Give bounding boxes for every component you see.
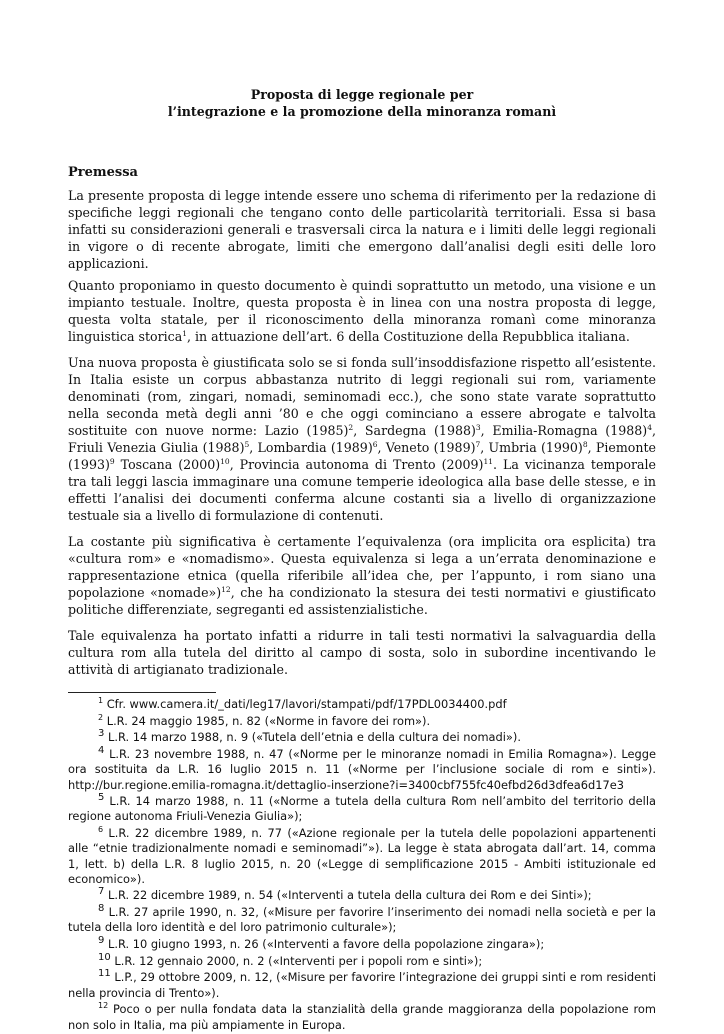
paragraph-3-text: , Piemonte (1993): [68, 440, 656, 472]
footnote-number: 8: [98, 903, 105, 915]
footnote-ref-11[interactable]: 11: [483, 456, 494, 466]
document-title-line-1: Proposta di legge regionale per: [250, 87, 474, 102]
footnote-number: 9: [98, 935, 105, 947]
paragraph-1: La presente proposta di legge intende essere uno schema di riferimento per la redazione di specifiche leggi regionali che tengano conto delle particolarità territoriali. Essa si basa infatti su considerazioni generali e trasversali circa la natura e i limiti delle leggi regionali in vigore o di recente abrogate, limiti che emergono dall’analisi degli esiti delle loro applicazioni.: [68, 188, 656, 271]
footnote-3: [68, 730, 656, 745]
section-heading: Premessa: [68, 165, 138, 180]
paragraph-3-text: , Friuli Venezia Giulia (1988): [68, 423, 656, 455]
footnote-4: [68, 747, 656, 793]
footnote-ref-6[interactable]: 6: [372, 439, 378, 449]
footnotes: [68, 697, 656, 1033]
footnote-ref-3[interactable]: 3: [475, 422, 481, 432]
footnote-text: L.R. 14 marzo 1988, n. 11 («Norme a tutela della cultura Rom nell’ambito del territorio della regione autonoma Friuli-Venezia Giulia»);: [68, 794, 656, 824]
paragraph-2-text-a: Quanto proponiamo in questo documento è quindi soprattutto un metodo, una visione e un impianto testuale. Inoltre, questa proposta è in linea con una nostra proposta di legge, questa volta statale, per il riconoscimento della minoranza romanì come minoranza linguistica storica: [68, 278, 656, 344]
footnote-11: [68, 970, 656, 1000]
footnote-number: 3: [98, 728, 105, 740]
paragraph-3: [68, 354, 656, 524]
footnote-ref-9[interactable]: 9: [109, 456, 115, 466]
footnote-text: L.R. 14 marzo 1988, n. 9 («Tutela dell’etnia e della cultura dei nomadi»).: [108, 730, 521, 745]
paragraph-3-text: . La vicinanza temporale tra tali leggi lascia immaginare una comune temperie ideologica alla base delle stesse, e in effetti l’analisi dei documenti conferma alcune costanti sia a livello di organizzazione testuale sia a livello di formulazione di contenuti.: [68, 457, 657, 523]
paragraph-2-text-b: , in attuazione dell’art. 6 della Costituzione della Repubblica italiana.: [186, 329, 630, 344]
footnote-ref-7[interactable]: 7: [475, 439, 481, 449]
footnote-ref-8[interactable]: 8: [582, 439, 588, 449]
footnote-number: 12: [98, 1001, 109, 1011]
paragraph-3-text: , Umbria (1990): [480, 440, 583, 455]
paragraph-3-text: Toscana (2000): [114, 457, 221, 472]
footnote-ref-5[interactable]: 5: [244, 439, 250, 449]
paragraph-3-text: Una nuova proposta è giustificata solo se si fonda sull’insoddisfazione rispetto all’esistente. In Italia esiste un corpus abbastanza nutrito di leggi regionali sui rom, variamente denominati (rom, zingari, nomadi, seminomadi ecc.), che sono state varate soprattutto nella seconda metà degli anni ’80 e che oggi cominciano a essere abrogate e talvolta sostituite con nuove norme: Lazio (1985): [68, 355, 656, 438]
footnote-number: 11: [98, 968, 111, 980]
footnote-text: Poco o per nulla fondata data la stanzialità della grande maggioranza della popolazione rom non solo in Italia, ma più ampiamente in Europa.: [68, 1002, 656, 1032]
footnote-number: 2: [98, 712, 104, 722]
paragraph-5: Tale equivalenza ha portato infatti a ridurre in tali testi normativi la salvaguardia della cultura rom alla tutela del diritto al campo di sosta, solo in subordine incentivando le attività di artigianato tradizionale.: [68, 628, 656, 677]
footnote-number: 5: [98, 792, 105, 804]
footnote-separator: [68, 692, 216, 693]
footnote-number: 1: [98, 696, 104, 706]
footnote-text: L.P., 29 ottobre 2009, n. 12, («Misure per favorire l’integrazione dei gruppi sinti e rom residenti nella provincia di Trento»).: [68, 970, 656, 1000]
paragraph-3-text: , Sardegna (1988): [353, 423, 476, 438]
footnote-1: [68, 697, 656, 712]
paragraph-3-text: , Provincia autonoma di Trento (2009): [229, 457, 484, 472]
footnote-12: [68, 1002, 656, 1032]
footnote-ref-10[interactable]: 10: [220, 456, 230, 466]
paragraph-3-text: , Emilia-Romagna (1988): [480, 423, 648, 438]
paragraph-3-text: , Veneto (1989): [377, 440, 476, 455]
footnote-8: [68, 905, 656, 935]
footnote-text: L.R. 10 giugno 1993, n. 26 («Interventi a favore della popolazione zingara»);: [108, 937, 545, 952]
footnote-number: 7: [98, 886, 105, 898]
footnote-10: [68, 951, 656, 969]
footnote-number: 6: [98, 825, 104, 835]
footnote-2: [68, 714, 656, 729]
footnote-text: Cfr. www.camera.it/_dati/leg17/lavori/stampati/pdf/17PDL0034400.pdf: [106, 697, 507, 711]
footnote-ref-2[interactable]: 2: [348, 422, 354, 432]
footnote-5: [68, 794, 656, 824]
footnote-number: 4: [98, 745, 105, 757]
footnote-6: [68, 826, 656, 887]
footnote-text: L.R. 23 novembre 1988, n. 47 («Norme per le minoranze nomadi in Emilia Romagna»). Legge ora sostituita da L.R. 16 luglio 2015 n. 11 («Norme per l’inclusione sociale di rom e sinti»). http://bur.regione.emilia-romagna.it/dettaglio-inserzione?i=3400cbf755fc40efbd26d3dfea6d17e3: [68, 747, 657, 792]
footnote-number: 10: [98, 951, 111, 963]
paragraph-4-text-a: La costante più significativa è certamente l’equivalenza (ora implicita ora esplicita) tra «cultura rom» e «nomadismo». Questa equivalenza si lega a un’errata denominazione e rappresentazione etnica (quella riferibile all’idea che, per l’appunto, i rom siano una popolazione «nomade»): [68, 534, 656, 600]
footnote-ref-12[interactable]: 12: [221, 584, 231, 594]
footnote-text: L.R. 22 dicembre 1989, n. 77 («Azione regionale per la tutela delle popolazioni appartenenti alle “etnie tradizionalmente nomadi e seminomadi”»). La legge è stata abrogata dall’art. 14, comma 1, lett. b) della L.R. 8 luglio 2015, n. 20 («Legge di semplificazione 2015 - Ambiti istituzionale ed economico»).: [68, 826, 656, 886]
document-title-line-2: l’integrazione e la promozione della minoranza romanì: [167, 104, 557, 119]
footnote-ref-4[interactable]: 4: [647, 422, 652, 432]
footnote-text: L.R. 22 dicembre 1989, n. 54 («Interventi a tutela della cultura dei Rom e dei Sinti»);: [108, 888, 592, 903]
footnote-text: L.R. 27 aprile 1990, n. 32, («Misure per favorire l’inserimento dei nomadi nella società e per la tutela della loro identità e del loro patrimonio culturale»);: [68, 905, 656, 935]
paragraph-4-text-b: , che ha condizionato la stesura dei testi normativi e giustificato politiche differenziate, segreganti ed assistenzialistiche.: [68, 585, 656, 617]
footnote-text: L.R. 24 maggio 1985, n. 82 («Norme in favore dei rom»).: [106, 713, 431, 728]
footnote-ref-1[interactable]: 1: [182, 328, 187, 338]
paragraph-4: [68, 533, 656, 618]
footnote-text: L.R. 12 gennaio 2000, n. 2 («Interventi per i popoli rom e sinti»);: [114, 953, 483, 968]
document-page: [68, 86, 656, 1034]
footnote-9: [68, 937, 656, 952]
footnote-7: [68, 888, 656, 903]
paragraph-3-text: , Lombardia (1989): [249, 440, 373, 455]
paragraph-2: [68, 277, 656, 345]
